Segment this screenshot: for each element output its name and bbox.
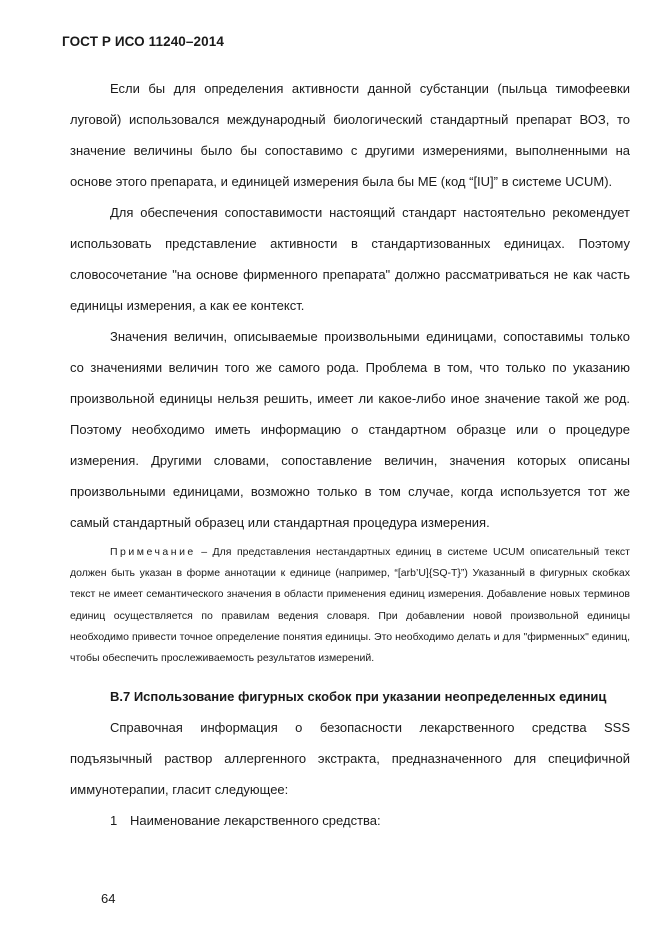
page-number: 64 <box>101 891 116 906</box>
section-title: B.7 Использование фигурных скобок при указании неопределенных единиц <box>110 689 607 705</box>
paragraph-comparability: Для обеспечения сопоставимости настоящий стандарт настоятельно рекомендует использовать представление активности в стандартизованных единицах. Поэтому словосочетание "на основе фирменного препарата" должно рассматриваться не как часть единицы измерения, а как ее контекст. <box>70 205 630 313</box>
document-body <box>70 73 630 836</box>
list-item-text: Наименование лекарственного средства: <box>130 813 381 829</box>
note-label: Примечание <box>110 546 196 558</box>
paragraph-who-standard: Если бы для определения активности данной субстанции (пыльца тимофеевки луговой) использовался международный биологический стандартный препарат ВОЗ, то значение величины было бы сопоставимо с другими измерениями, выполненными на основе этого препарата, и единицей измерения была бы МЕ (код “[IU]” в системе UCUM). <box>70 81 630 189</box>
list-item-number: 1 <box>110 813 118 829</box>
list-item <box>70 805 630 836</box>
note-text: – Для представления нестандартных единиц в системе UCUM описательный текст должен быть указан в форме аннотации к единице (например, “[arb’U]{SQ-T}”) Указанный в фигурных скобках текст не имеет семантического значения в области применения единиц измерения. Добавление новых терминов единиц осуществляется по правилам ведения словаря. При добавлении новой произвольной единицы необходимо привести точное определение понятия единицы. Это необходимо делать и для "фирменных" единиц, чтобы обеспечить прослеживаемость результатов измерений. <box>70 546 630 665</box>
section-intro: Справочная информация о безопасности лекарственного средства SSS подъязычный раствор аллергенного экстракта, предназначенного для специфичной иммунотерапии, гласит следующее: <box>70 720 630 798</box>
note <box>70 542 630 669</box>
document-header: ГОСТ Р ИСО 11240–2014 <box>62 34 224 49</box>
paragraph-arbitrary-units: Значения величин, описываемые произвольными единицами, сопоставимы только со значениями величин того же самого рода. Проблема в том, что только по указанию произвольной единицы нельзя решить, имеет ли какое-либо иное значение такой же род. Поэтому необходимо иметь информацию о стандартном образце или о процедуре измерения. Другими словами, сопоставление величин, значения которых описаны произвольными единицами, возможно только в том случае, когда используется тот же самый стандартный образец или стандартная процедура измерения. <box>70 329 630 530</box>
